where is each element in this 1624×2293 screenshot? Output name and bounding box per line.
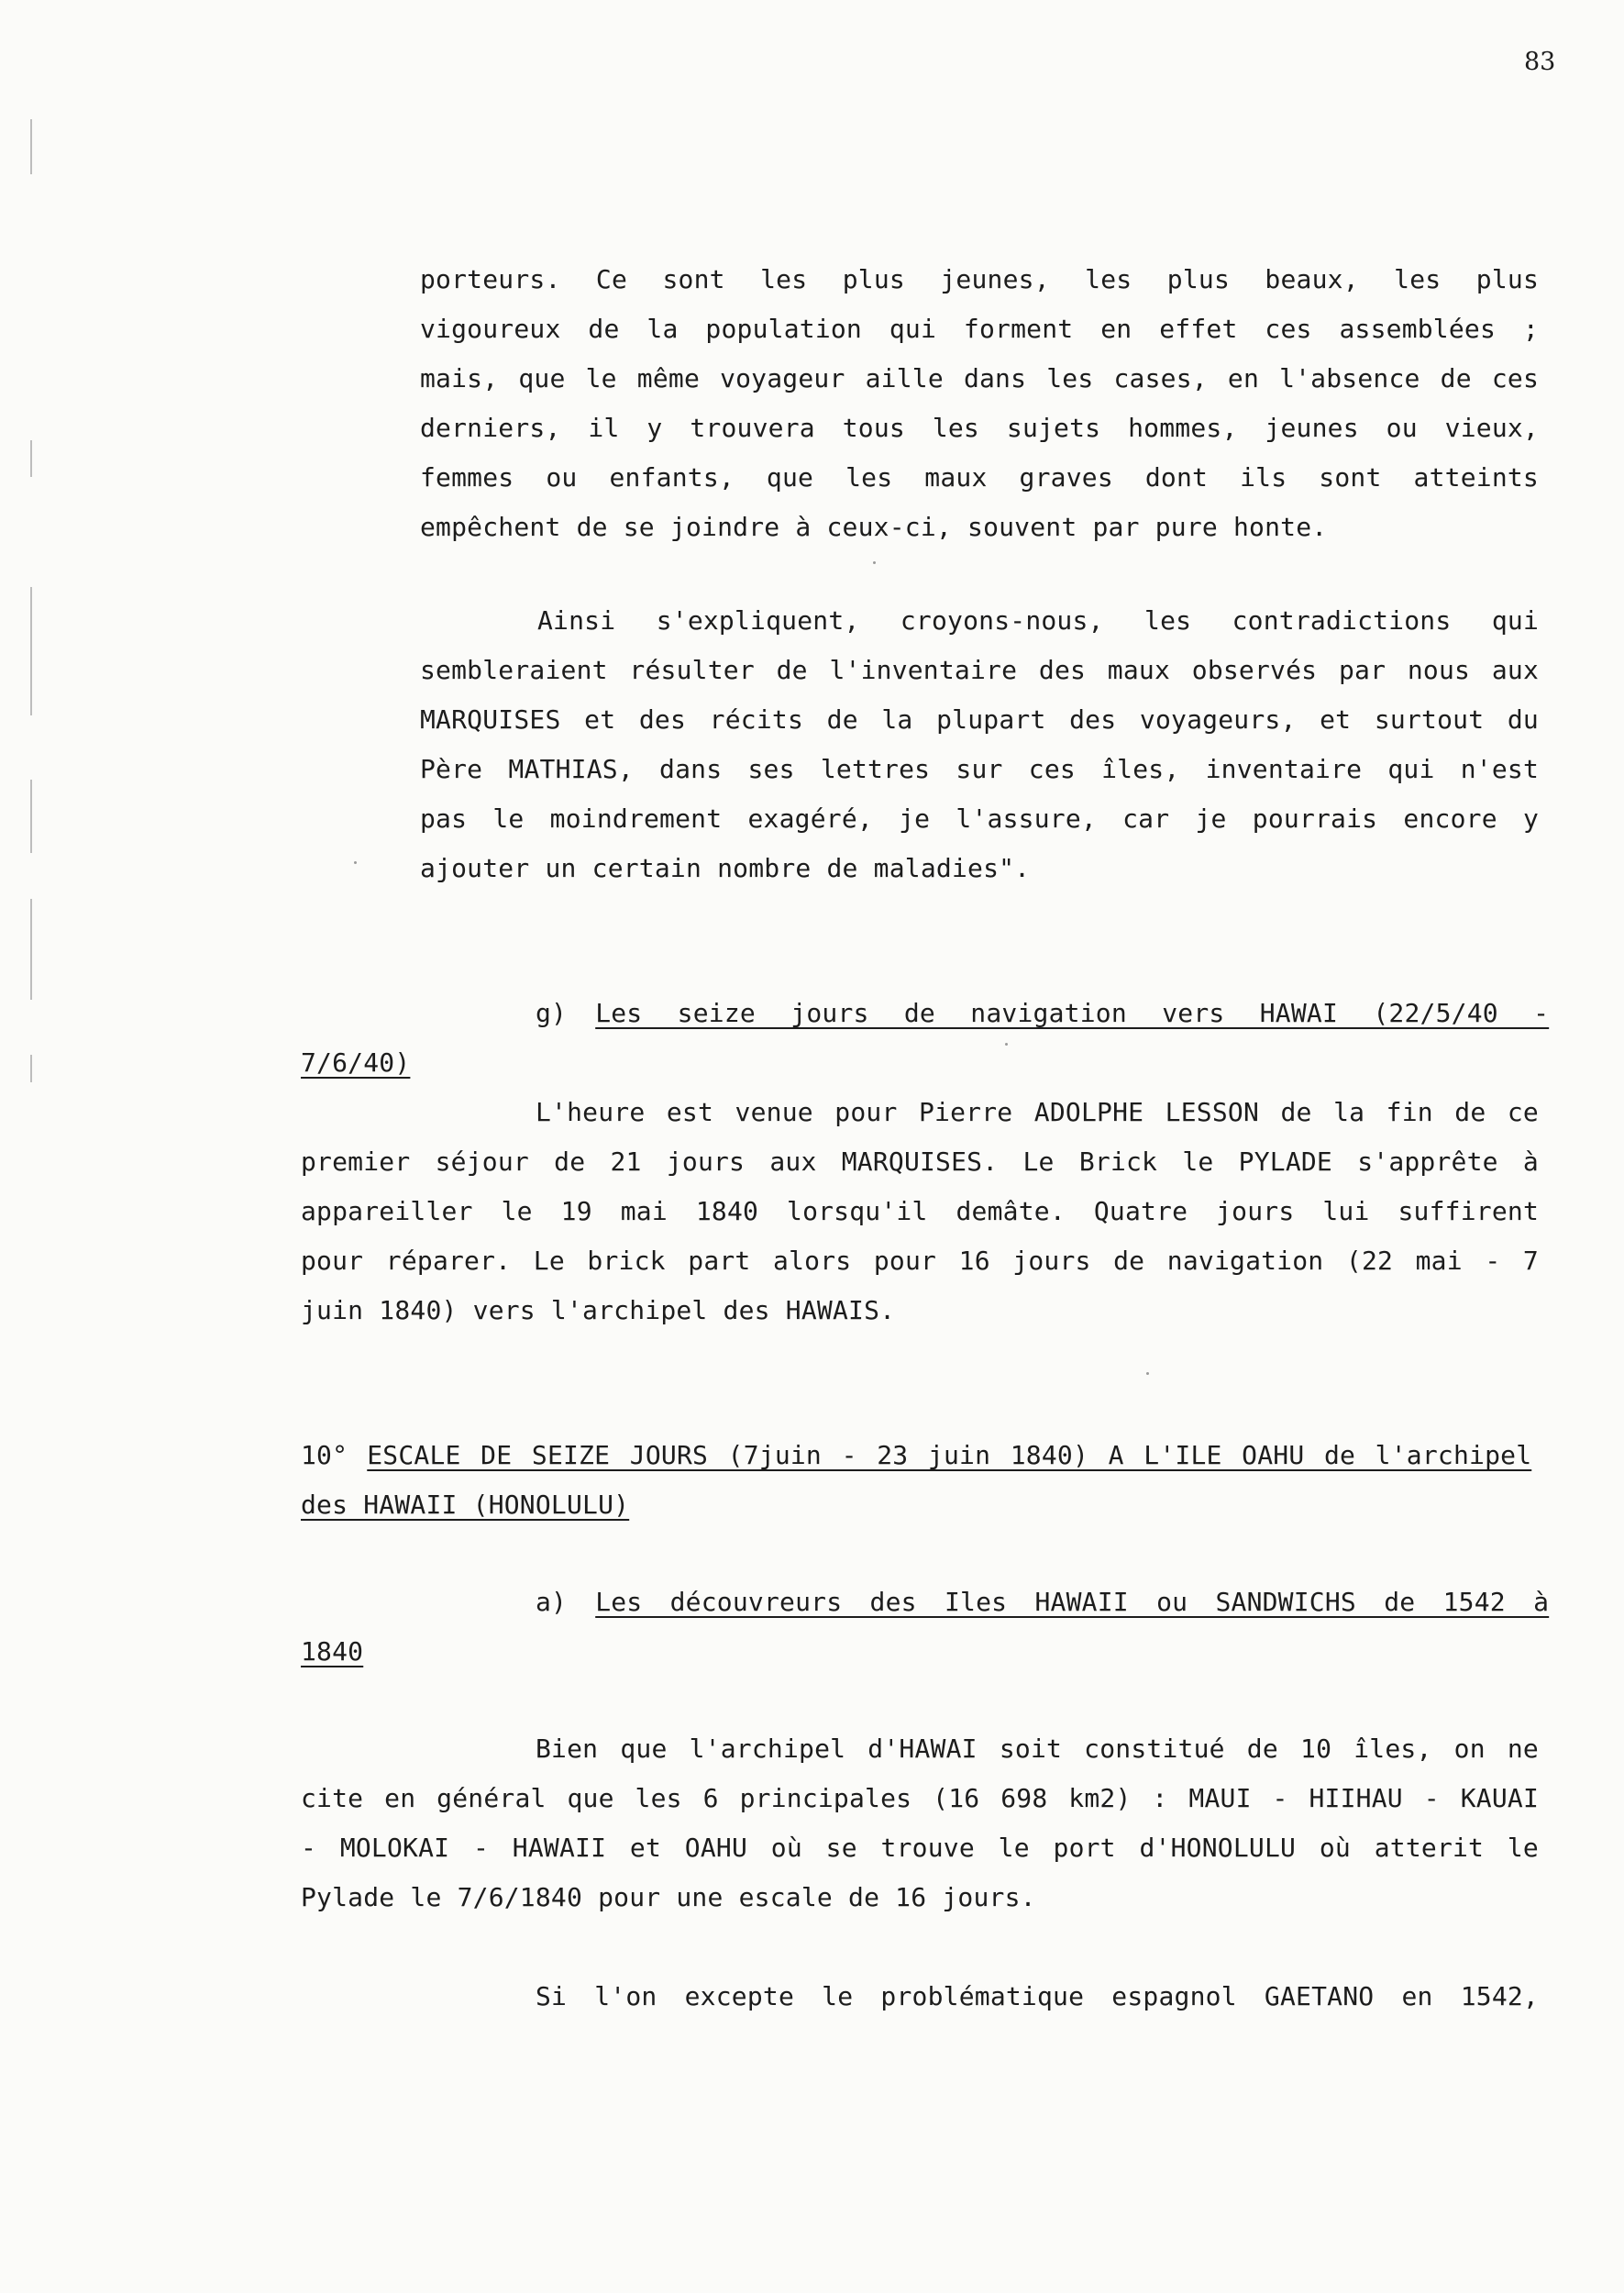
section-title: Les seize jours de navigation vers HAWAI (22/5/40 - xyxy=(595,998,1550,1028)
paragraph-1 xyxy=(420,255,1539,552)
scan-margin-mark xyxy=(30,587,32,715)
text-line: vigoureux de la population qui forment en effet ces assemblées ; xyxy=(420,314,1539,344)
text-line: appareiller le 19 mai 1840 lorsqu'il demâte. Quatre jours lui suffirent xyxy=(301,1196,1539,1226)
text-line: sembleraient résulter de l'inventaire des maux observés par nous aux xyxy=(420,655,1539,685)
paragraph-4 xyxy=(301,1724,1539,1922)
text-line: pour réparer. Le brick part alors pour 16 jours de navigation (22 mai - 7 xyxy=(301,1246,1539,1276)
heading-line xyxy=(301,1038,1539,1088)
text-line: Ainsi s'expliquent, croyons-nous, les contradictions qui xyxy=(537,605,1539,636)
scan-speck xyxy=(873,561,876,564)
text-line: pas le moindrement exagéré, je l'assure, car je pourrais encore y xyxy=(420,803,1539,834)
text-line: Si l'on excepte le problématique espagnol GAETANO en 1542, xyxy=(536,1981,1539,2011)
section-a-heading xyxy=(301,1578,1550,1677)
text-line: empêchent de se joindre à ceux-ci, souvent par pure honte. xyxy=(420,512,1328,542)
text-line: MARQUISES et des récits de la plupart des voyageurs, et surtout du xyxy=(420,704,1539,735)
text-line: L'heure est venue pour Pierre ADOLPHE LESSON de la fin de ce xyxy=(536,1097,1539,1127)
text-line: - MOLOKAI - HAWAII et OAHU où se trouve le port d'HONOLULU où atterit le xyxy=(301,1833,1539,1863)
paragraph-3 xyxy=(301,1088,1539,1335)
section-marker: a) xyxy=(536,1587,568,1617)
scan-speck xyxy=(354,861,357,864)
section-title: Les découvreurs des Iles HAWAII ou SANDWICHS de 1542 à xyxy=(595,1587,1550,1617)
section-title-continued: 7/6/40) xyxy=(301,1047,411,1078)
scan-speck xyxy=(1146,1372,1149,1375)
heading-line xyxy=(301,1578,1550,1627)
heading-line xyxy=(301,1431,1539,1480)
text-line: derniers, il y trouvera tous les sujets hommes, jeunes ou vieux, xyxy=(420,413,1539,443)
text-line: cite en général que les 6 principales (16 698 km2) : MAUI - HIIHAU - KAUAI xyxy=(301,1783,1539,1813)
section-title-continued: des HAWAII (HONOLULU) xyxy=(301,1490,630,1520)
text-line: Pylade le 7/6/1840 pour une escale de 16 jours. xyxy=(301,1882,1036,1912)
heading-line xyxy=(301,1627,1539,1677)
heading-line xyxy=(301,1480,1539,1530)
text-line: Bien que l'archipel d'HAWAI soit constitué de 10 îles, on ne xyxy=(536,1734,1539,1764)
section-10-heading xyxy=(301,1431,1539,1530)
text-line: femmes ou enfants, que les maux graves dont ils sont atteints xyxy=(420,462,1539,493)
heading-line xyxy=(301,989,1550,1038)
section-number: 10° xyxy=(301,1440,348,1470)
text-line: ajouter un certain nombre de maladies". xyxy=(420,853,1031,883)
scan-margin-mark xyxy=(30,780,32,853)
section-title: ESCALE DE SEIZE JOURS (7juin - 23 juin 1840) A L'ILE OAHU de l'archipel xyxy=(367,1440,1532,1470)
paragraph-2 xyxy=(420,596,1539,893)
text-line: porteurs. Ce sont les plus jeunes, les plus beaux, les plus xyxy=(420,264,1539,294)
scan-margin-mark xyxy=(30,119,32,174)
text-line: premier séjour de 21 jours aux MARQUISES. Le Brick le PYLADE s'apprête à xyxy=(301,1146,1539,1177)
scan-margin-mark xyxy=(30,899,32,1000)
scan-margin-mark xyxy=(30,440,32,477)
section-marker: g) xyxy=(536,998,568,1028)
text-line: mais, que le même voyageur aille dans les cases, en l'absence de ces xyxy=(420,363,1539,393)
paragraph-5 xyxy=(301,1972,1539,2022)
text-line: juin 1840) vers l'archipel des HAWAIS. xyxy=(301,1295,896,1325)
scan-margin-mark xyxy=(30,1055,32,1082)
text-line: Père MATHIAS, dans ses lettres sur ces îles, inventaire qui n'est xyxy=(420,754,1539,784)
section-title-continued: 1840 xyxy=(301,1636,364,1667)
section-g-heading xyxy=(301,989,1550,1088)
page-number: 83 xyxy=(1524,48,1556,76)
